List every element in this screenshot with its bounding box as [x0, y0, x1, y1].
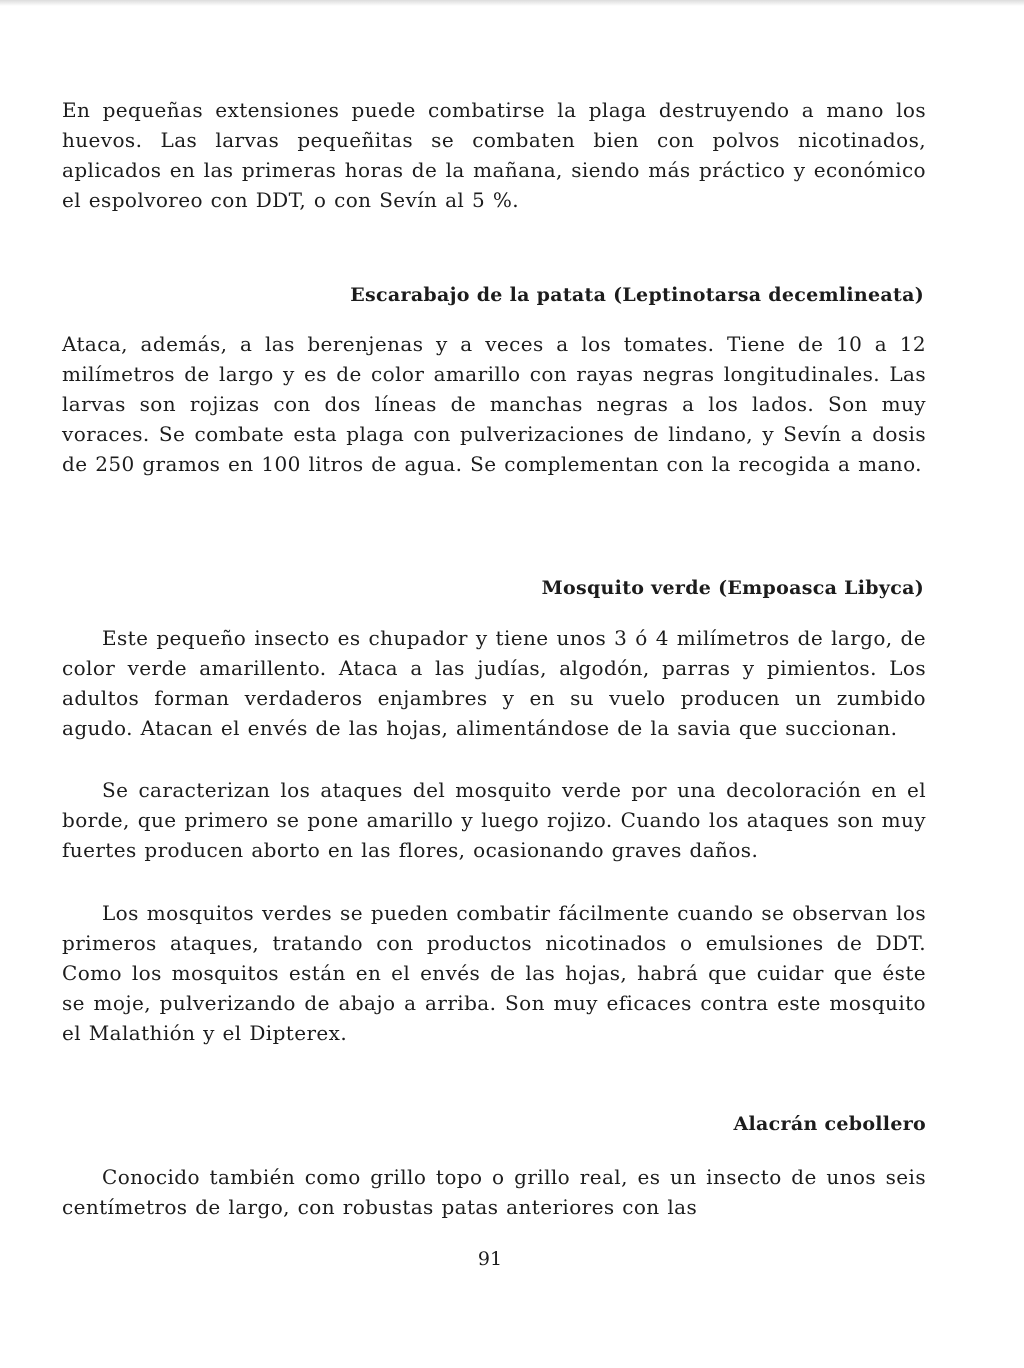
paragraph-mosquito-combate: Los mosquitos verdes se pueden combatir fácilmente cuando se observan los primeros ataques, tratando con productos nicotinados o emulsiones de DDT. Como los mosquitos están en el envés de las hojas, habrá que cuidar que éste se moje, pulverizando de abajo a arriba. Son muy eficaces contra este mosquito el Malathión y el Dipterex. — [62, 901, 926, 1045]
heading-mosquito-verde: Mosquito verde (Empoasca Libyca) — [541, 577, 924, 599]
paragraph-plaga-huevos: En pequeñas extensiones puede combatirse la plaga destruyendo a mano los huevos. Las larvas pequeñitas se combaten bien con polvos nicotinados, aplicados en las primeras horas de la mañana, siendo más práctico y económico el espolvoreo con DDT, o con Sevín al 5 %. — [62, 98, 926, 212]
heading-alacran-cebollero: Alacrán cebollero — [733, 1113, 926, 1135]
paragraph-escarabajo: Ataca, además, a las berenjenas y a veces a los tomates. Tiene de 10 a 12 milímetros de largo y es de color amarillo con rayas negras longitudinales. Las larvas son rojizas con dos líneas de manchas negras a los lados. Son muy voraces. Se combate esta plaga con pulverizaciones de lindano, y Sevín a dosis de 250 gramos en 100 litros de agua. Se complementan con la recogida a mano. — [62, 332, 926, 476]
paragraph-mosquito-descripcion: Este pequeño insecto es chupador y tiene unos 3 ó 4 milímetros de largo, de color verde amarillento. Ataca a las judías, algodón, parras y pimientos. Los adultos forman verdaderos enjambres y en su vuelo producen un zumbido agudo. Atacan el envés de las hojas, alimentándose de la savia que succionan. — [62, 626, 926, 740]
paragraph-mosquito-ataques: Se caracterizan los ataques del mosquito verde por una decoloración en el borde, que primero se pone amarillo y luego rojizo. Cuando los ataques son muy fuertes producen aborto en las flores, ocasionando graves daños. — [62, 778, 926, 862]
paragraph-alacran: Conocido también como grillo topo o grillo real, es un insecto de unos seis centímetros de largo, con robustas patas anteriores con las — [62, 1165, 926, 1219]
scan-edge-shadow — [0, 0, 1024, 6]
heading-escarabajo-patata: Escarabajo de la patata (Leptinotarsa decemlineata) — [350, 284, 924, 306]
page-number: 91 — [477, 1248, 503, 1270]
